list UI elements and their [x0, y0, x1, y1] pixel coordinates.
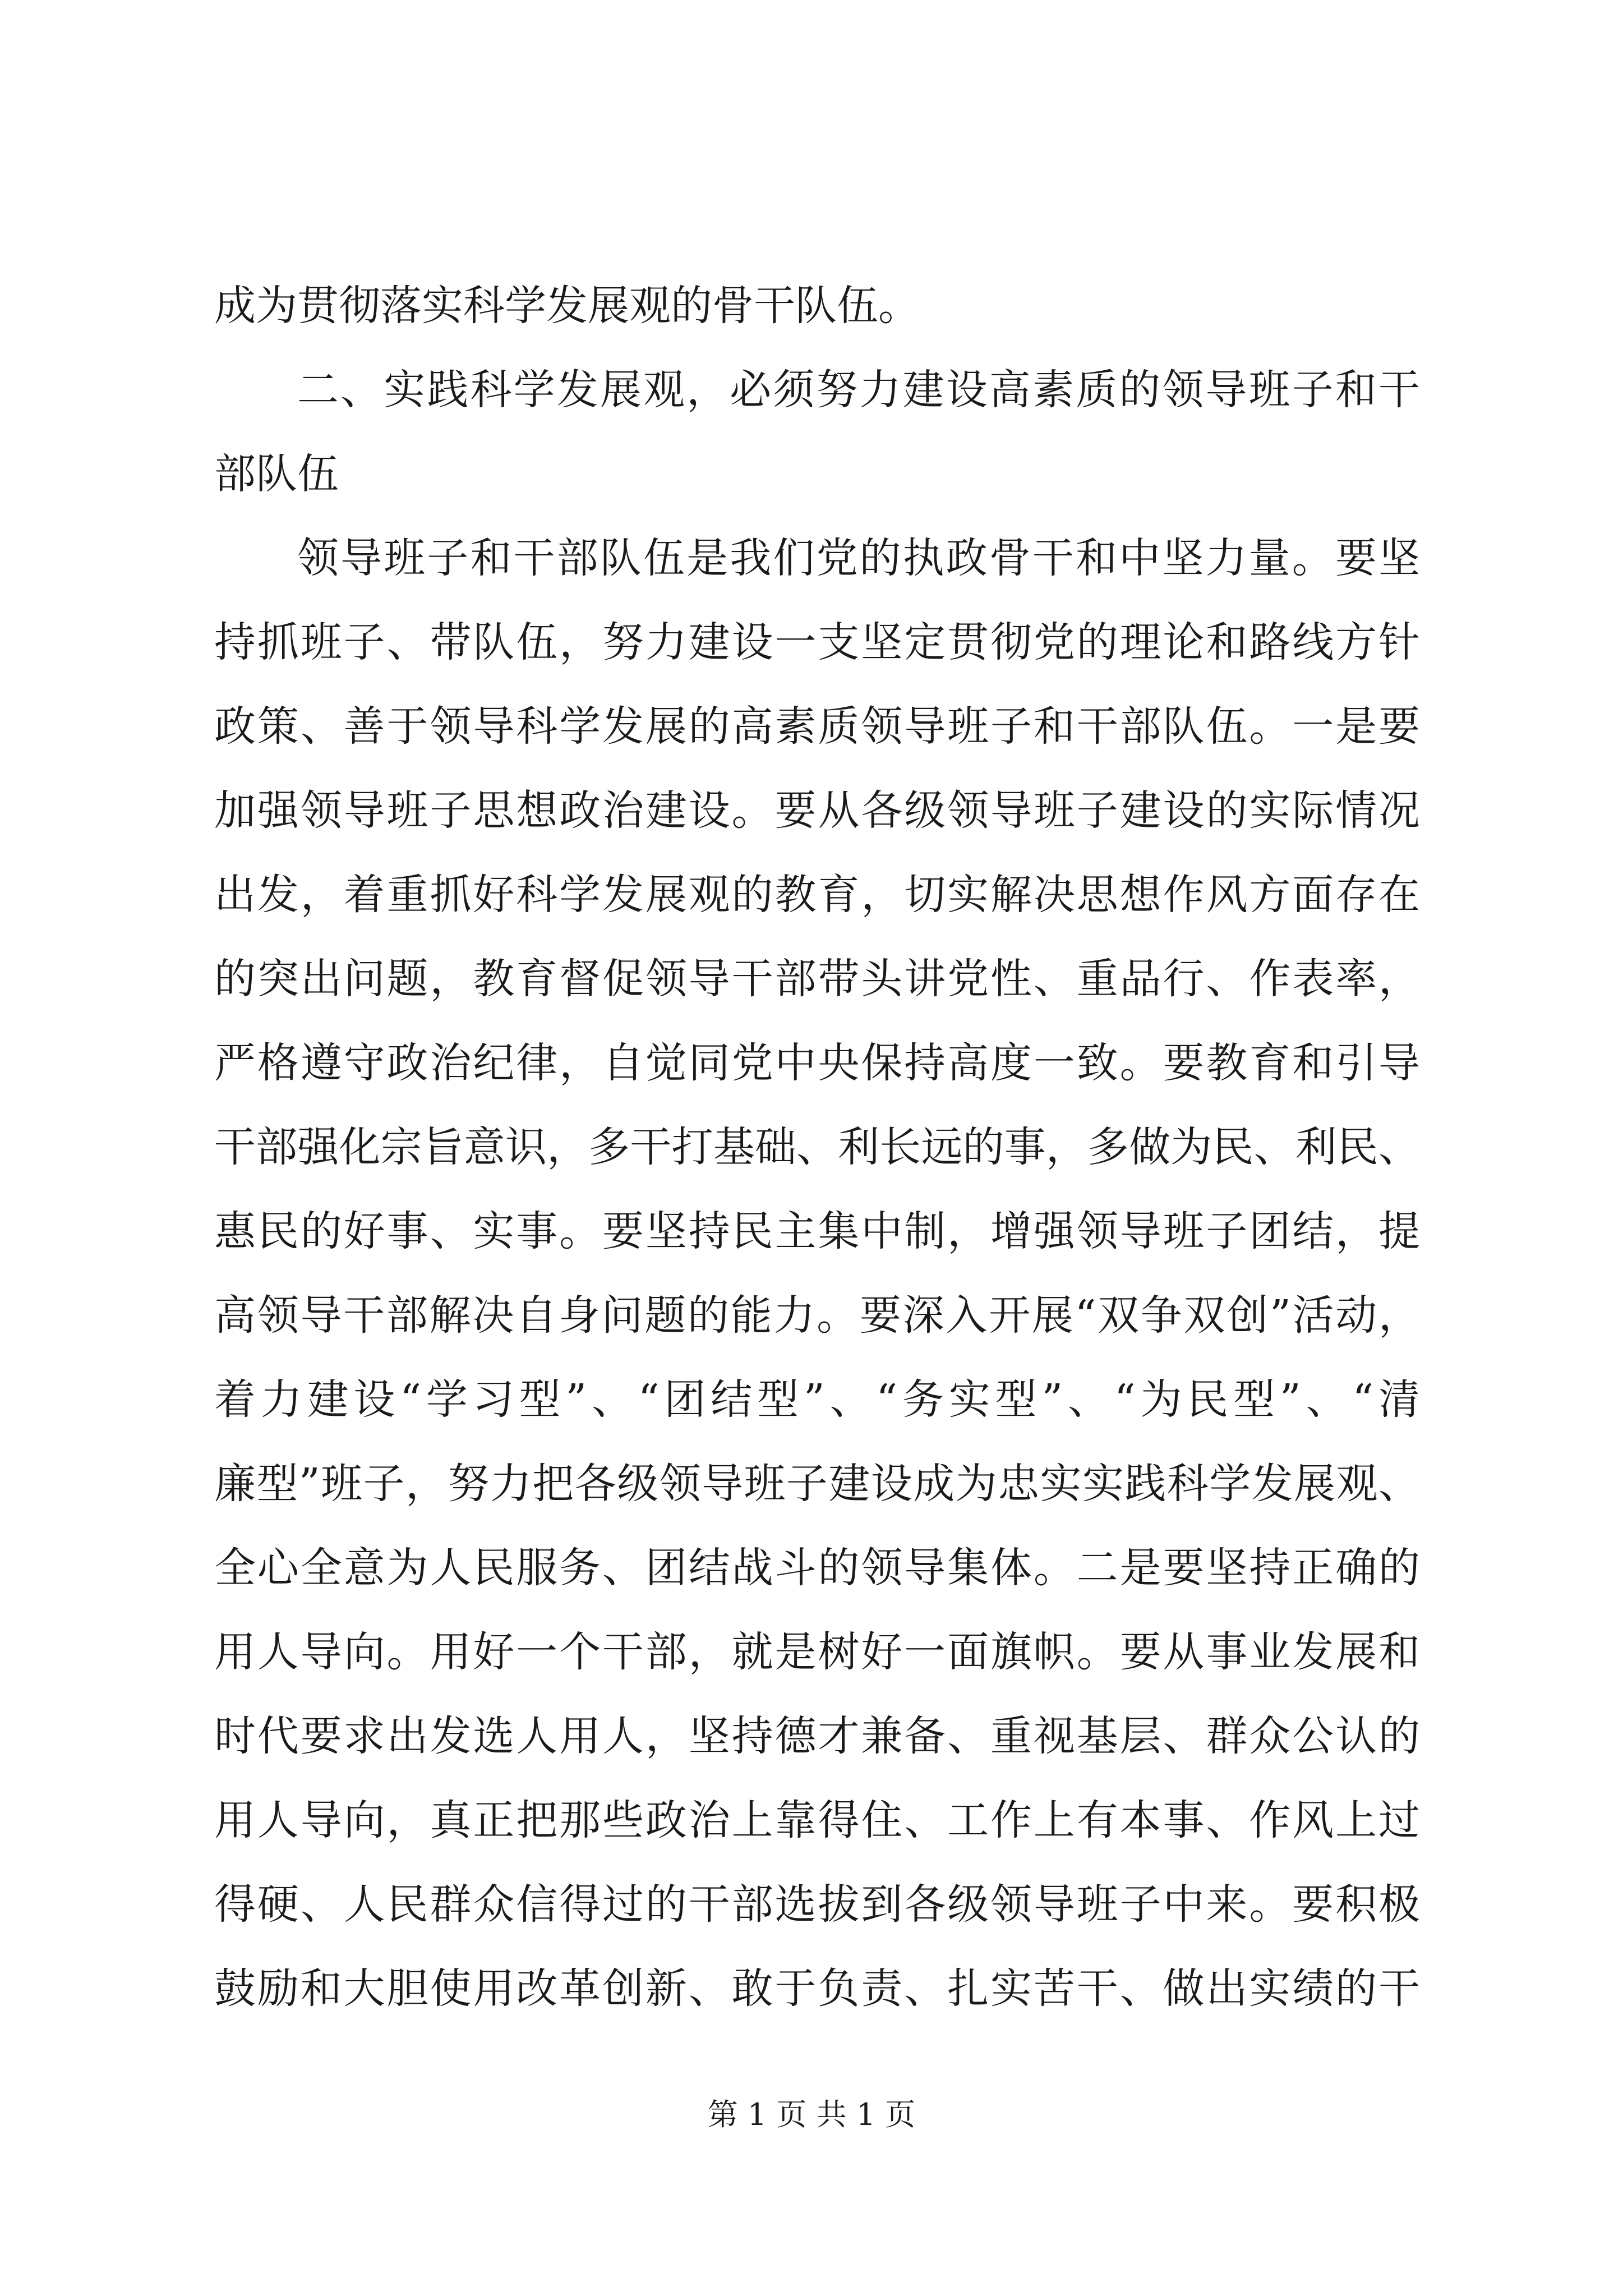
text-line: 惠民的好事、实事。要坚持民主集中制，增强领导班子团结，提 — [214, 1207, 1420, 1255]
text-line: 全心全意为人民服务、团结战斗的领导集体。二是要坚持正确的 — [214, 1544, 1420, 1592]
text-line: 部队伍 — [214, 450, 339, 498]
text-line: 廉型”班子，努力把各级领导班子建设成为忠实实践科学发展观、 — [214, 1460, 1420, 1508]
text-line: 得硬、人民群众信得过的干部选拔到各级领导班子中来。要积极 — [214, 1880, 1420, 1929]
text-line: 严格遵守政治纪律，自觉同党中央保持高度一致。要教育和引导 — [214, 1039, 1420, 1087]
text-line: 出发，着重抓好科学发展观的教育，切实解决思想作风方面存在 — [214, 871, 1420, 919]
text-line: 高领导干部解决自身问题的能力。要深入开展“双争双创”活动， — [214, 1291, 1420, 1340]
body-text — [214, 264, 1420, 2031]
text-line: 着力建设“学习型”、“团结型”、“务实型”、“为民型”、“清 — [214, 1375, 1420, 1424]
text-line: 加强领导班子思想政治建设。要从各级领导班子建设的实际情况 — [214, 786, 1420, 835]
text-line: 持抓班子、带队伍，努力建设一支坚定贯彻党的理论和路线方针 — [214, 618, 1420, 666]
page-footer: 第 1 页 共 1 页 — [707, 2097, 916, 2132]
text-line: 二、实践科学发展观，必须努力建设高素质的领导班子和干 — [297, 366, 1420, 414]
text-line: 用人导向，真正把那些政治上靠得住、工作上有本事、作风上过 — [214, 1796, 1420, 1844]
text-line: 鼓励和大胆使用改革创新、敢于负责、扎实苦干、做出实绩的干 — [214, 1964, 1420, 2013]
text-line: 领导班子和干部队伍是我们党的执政骨干和中坚力量。要坚 — [297, 534, 1420, 582]
text-line: 用人导向。用好一个干部，就是树好一面旗帜。要从事业发展和 — [214, 1628, 1420, 1676]
text-line: 成为贯彻落实科学发展观的骨干队伍。 — [214, 282, 920, 330]
text-line: 干部强化宗旨意识，多干打基础、利长远的事，多做为民、利民、 — [214, 1123, 1420, 1171]
text-line: 时代要求出发选人用人，坚持德才兼备、重视基层、群众公认的 — [214, 1712, 1420, 1760]
text-line: 政策、善于领导科学发展的高素质领导班子和干部队伍。一是要 — [214, 702, 1420, 751]
text-line: 的突出问题，教育督促领导干部带头讲党性、重品行、作表率， — [214, 955, 1420, 1003]
